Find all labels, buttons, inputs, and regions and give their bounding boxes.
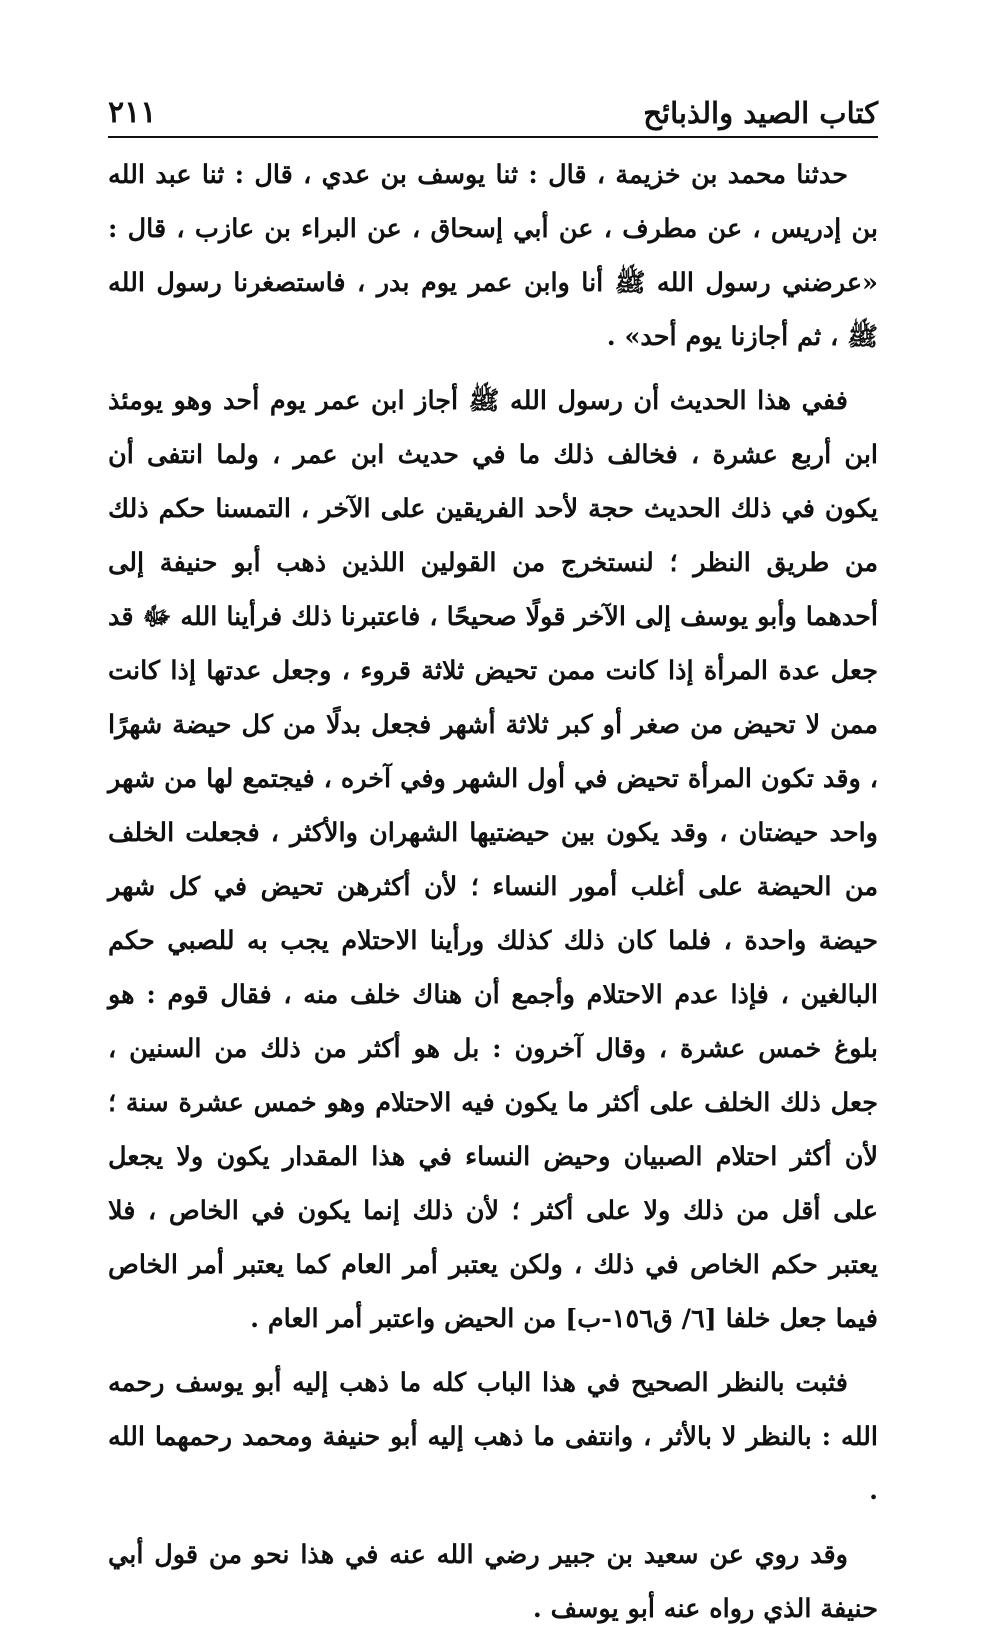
paragraph-isnad: حدثنا محمد بن خزيمة ، قال : ثنا يوسف بن عدي ، قال : ثنا عبد الله بن إدريس ، عن مطرف ، عن أبي إسحاق ، عن البراء بن عازب ، قال : «عرضني رسول الله ﷺ أنا وابن عمر يوم بدر ، فاستصغرنا رسول الله ﷺ ، ثم أجازنا يوم أحد» . [108, 160, 878, 352]
paragraph-discussion: ففي هذا الحديث أن رسول الله ﷺ أجاز ابن عمر يوم أحد وهو يومئذ ابن أربع عشرة ، فخالف ذلك ما في حديث ابن عمر ، ولما انتفى أن يكون في ذلك الحديث حجة لأحد الفريقين على الآخر ، التمسنا حكم ذلك من طريق النظر ؛ لنستخرج من القولين اللذين ذهب أبو حنيفة إلى أحدهما وأبو يوسف إلى الآخر قولًا صحيحًا ، فاعتبرنا ذلك فرأينا الله ﷻ قد جعل عدة المرأة إذا كانت ممن تحيض ثلاثة قروء ، وجعل عدتها إذا كانت ممن لا تحيض من صغر أو كبر ثلاثة أشهر فجعل بدلًا من كل حيضة شهرًا ، وقد تكون المرأة تحيض في أول الشهر وفي آخره ، فيجتمع لها من شهر واحد حيضتان ، وقد يكون بين حيضتيها الشهران والأكثر ، فجعلت الخلف من الحيضة على أغلب أمور النساء ؛ لأن أكثرهن تحيض في كل شهر حيضة واحدة ، فلما كان ذلك كذلك ورأينا الاحتلام يجب به للصبي حكم البالغين ، فإذا عدم الاحتلام وأجمع أن هناك خلف منه ، فقال قوم : هو بلوغ خمس عشرة ، وقال آخرون : بل هو أكثر من ذلك من السنين ، جعل ذلك الخلف على أكثر ما يكون فيه الاحتلام وهو خمس عشرة سنة ؛ لأن أكثر احتلام الصبيان وحيض النساء في هذا المقدار يكون ولا يجعل على أقل من ذلك ولا على أكثر ؛ لأن ذلك إنما يكون في الخاص ، فلا يعتبر حكم الخاص في ذلك ، ولكن يعتبر أمر العام كما يعتبر أمر الخاص فيما جعل خلفا [٦/ ق١٥٦-ب] من الحيض واعتبر أمر العام . [108, 386, 878, 1334]
page-number: ٢١١ [108, 95, 157, 130]
page-body [108, 148, 878, 1642]
running-title: كتاب الصيد والذبائح [643, 96, 878, 130]
paragraph-narration: وقد روي عن سعيد بن جبير رضي الله عنه في هذا نحو من قول أبي حنيفة الذي رواه عنه أبو يوسف . [108, 1540, 878, 1624]
page-header [108, 84, 878, 138]
paragraph-conclusion: فثبت بالنظر الصحيح في هذا الباب كله ما ذهب إليه أبو يوسف رحمه الله : بالنظر لا بالأثر ، وانتفى ما ذهب إليه أبو حنيفة ومحمد رحمهما الله . [108, 1368, 878, 1506]
